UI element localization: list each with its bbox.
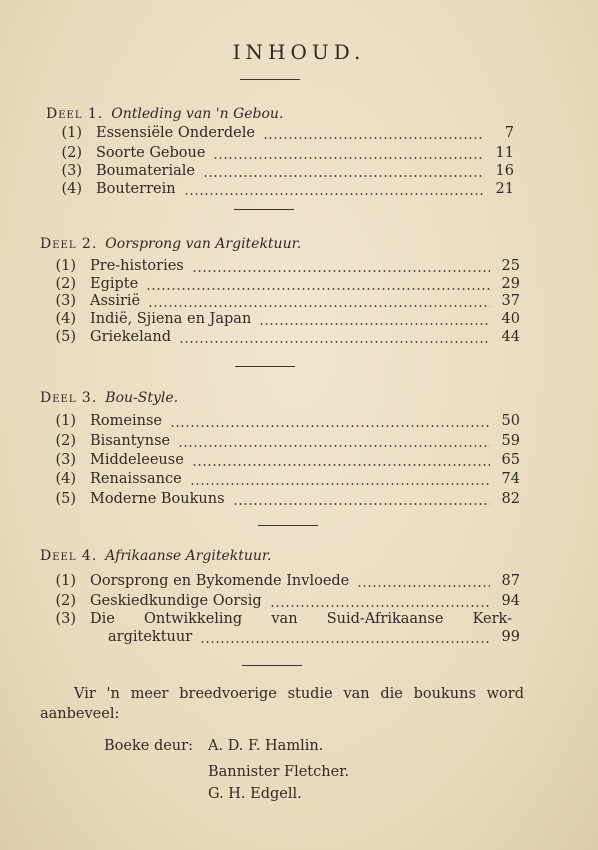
entry-title: Assirië: [90, 293, 141, 309]
part-heading: [40, 390, 178, 406]
entry-number: (3): [55, 611, 76, 627]
entry-title: Pre-histories: [90, 258, 184, 274]
entry-number: (2): [55, 593, 76, 609]
title-rule: [240, 79, 300, 80]
part-heading: [46, 106, 283, 122]
toc-entry: [42, 611, 520, 629]
entry-page-number: 59: [501, 433, 520, 449]
entry-title: Boumateriale: [96, 163, 195, 179]
author-1: A. D. F. Hamlin.: [208, 738, 324, 754]
entry-number: (2): [61, 145, 82, 161]
part-heading: [40, 236, 301, 252]
part-title: Afrikaanse Argitektuur.: [105, 548, 272, 564]
toc-entry: [42, 329, 520, 347]
dot-leader: [184, 193, 484, 195]
entry-page-number: 87: [501, 573, 520, 589]
toc-entry: [42, 452, 520, 470]
note-line-1: Vir 'n meer breedvoerige studie van die boukuns word: [74, 686, 524, 702]
entry-number: (1): [55, 258, 76, 274]
entry-page-number: 40: [501, 311, 520, 327]
entry-page-number: 65: [501, 452, 520, 468]
dot-leader: [263, 137, 484, 139]
toc-entry: [42, 413, 520, 431]
part-title: Oorsprong van Argitektuur.: [105, 236, 302, 252]
entry-number: (4): [61, 181, 82, 197]
entry-page-number: 29: [501, 276, 520, 292]
entry-page-number: 94: [501, 593, 520, 609]
dot-leader: [200, 641, 490, 643]
toc-entry: [42, 573, 520, 591]
entry-number: (3): [55, 452, 76, 468]
part-title: Bou-Style.: [105, 390, 179, 406]
entry-page-number: 50: [501, 413, 520, 429]
entry-page-number: 44: [501, 329, 520, 345]
section-rule: [242, 665, 302, 666]
toc-entry: [42, 491, 520, 509]
dot-leader: [178, 445, 490, 447]
entry-title: argitektuur: [108, 629, 193, 645]
entry-number: (3): [55, 293, 76, 309]
toc-entry: [48, 163, 514, 181]
entry-title: Soorte Geboue: [96, 145, 206, 161]
part-label: Deel 1.: [46, 106, 104, 122]
entry-title: Middeleeuse: [90, 452, 184, 468]
dot-leader: [146, 288, 490, 290]
part-label: Deel 4.: [40, 548, 98, 564]
entry-title: Geskiedkundige Oorsig: [90, 593, 262, 609]
entry-number: (5): [55, 491, 76, 507]
entry-number: (1): [55, 413, 76, 429]
entry-title: Bouterrein: [96, 181, 176, 197]
books-label: Boeke deur:: [104, 738, 193, 754]
entry-title: Egipte: [90, 276, 139, 292]
entry-title: Indië, Sjiena en Japan: [90, 311, 252, 327]
author-3: G. H. Edgell.: [208, 786, 302, 802]
entry-page-number: 21: [495, 181, 514, 197]
toc-entry: [48, 181, 514, 199]
part-label: Deel 3.: [40, 390, 98, 406]
dot-leader: [203, 175, 484, 177]
entry-page-number: 37: [501, 293, 520, 309]
dot-leader: [179, 341, 490, 343]
toc-entry: [42, 433, 520, 451]
section-rule: [235, 366, 295, 367]
toc-entry: [48, 125, 514, 143]
entry-page-number: 82: [501, 491, 520, 507]
entry-title: Griekeland: [90, 329, 172, 345]
toc-entry: [42, 293, 520, 311]
entry-page-number: 25: [501, 258, 520, 274]
entry-title: Oorsprong en Bykomende Invloede: [90, 573, 350, 589]
toc-entry: [42, 276, 520, 294]
entry-number: (4): [55, 311, 76, 327]
toc-entry: [42, 258, 520, 276]
entry-title: Romeinse: [90, 413, 162, 429]
entry-page-number: 99: [501, 629, 520, 645]
dot-leader: [357, 585, 490, 587]
dot-leader: [270, 605, 490, 607]
dot-leader: [259, 323, 490, 325]
entry-number: (5): [55, 329, 76, 345]
section-rule: [234, 209, 294, 210]
entry-number: (1): [61, 125, 82, 141]
entry-title: Renaissance: [90, 471, 182, 487]
toc-entry: [42, 311, 520, 329]
entry-page-number: 7: [504, 125, 514, 141]
dot-leader: [213, 157, 484, 159]
entry-title: Bisantynse: [90, 433, 171, 449]
dot-leader: [170, 425, 490, 427]
dot-leader: [148, 305, 490, 307]
part-label: Deel 2.: [40, 236, 98, 252]
part-heading: [40, 548, 272, 564]
entry-title: Die Ontwikkeling van Suid-Afrikaanse Kerk-: [90, 611, 512, 627]
entry-title: Essensiële Onderdele: [96, 125, 255, 141]
entry-page-number: 74: [501, 471, 520, 487]
entry-number: (1): [55, 573, 76, 589]
entry-title: Moderne Boukuns: [90, 491, 225, 507]
toc-entry: [42, 629, 520, 647]
dot-leader: [192, 464, 490, 466]
toc-entry: [48, 145, 514, 163]
toc-entry: [42, 593, 520, 611]
dot-leader: [190, 483, 490, 485]
dot-leader: [192, 270, 490, 272]
note-line-2: aanbeveel:: [40, 706, 120, 722]
dot-leader: [233, 503, 490, 505]
entry-number: (4): [55, 471, 76, 487]
entry-number: (2): [55, 276, 76, 292]
entry-number: (2): [55, 433, 76, 449]
entry-number: (3): [61, 163, 82, 179]
entry-page-number: 16: [495, 163, 514, 179]
section-rule: [258, 525, 318, 526]
entry-page-number: 11: [495, 145, 514, 161]
author-2: Bannister Fletcher.: [208, 764, 350, 780]
toc-entry: [42, 471, 520, 489]
part-title: Ontleding van 'n Gebou.: [111, 106, 284, 122]
page-title: INHOUD.: [232, 40, 366, 64]
